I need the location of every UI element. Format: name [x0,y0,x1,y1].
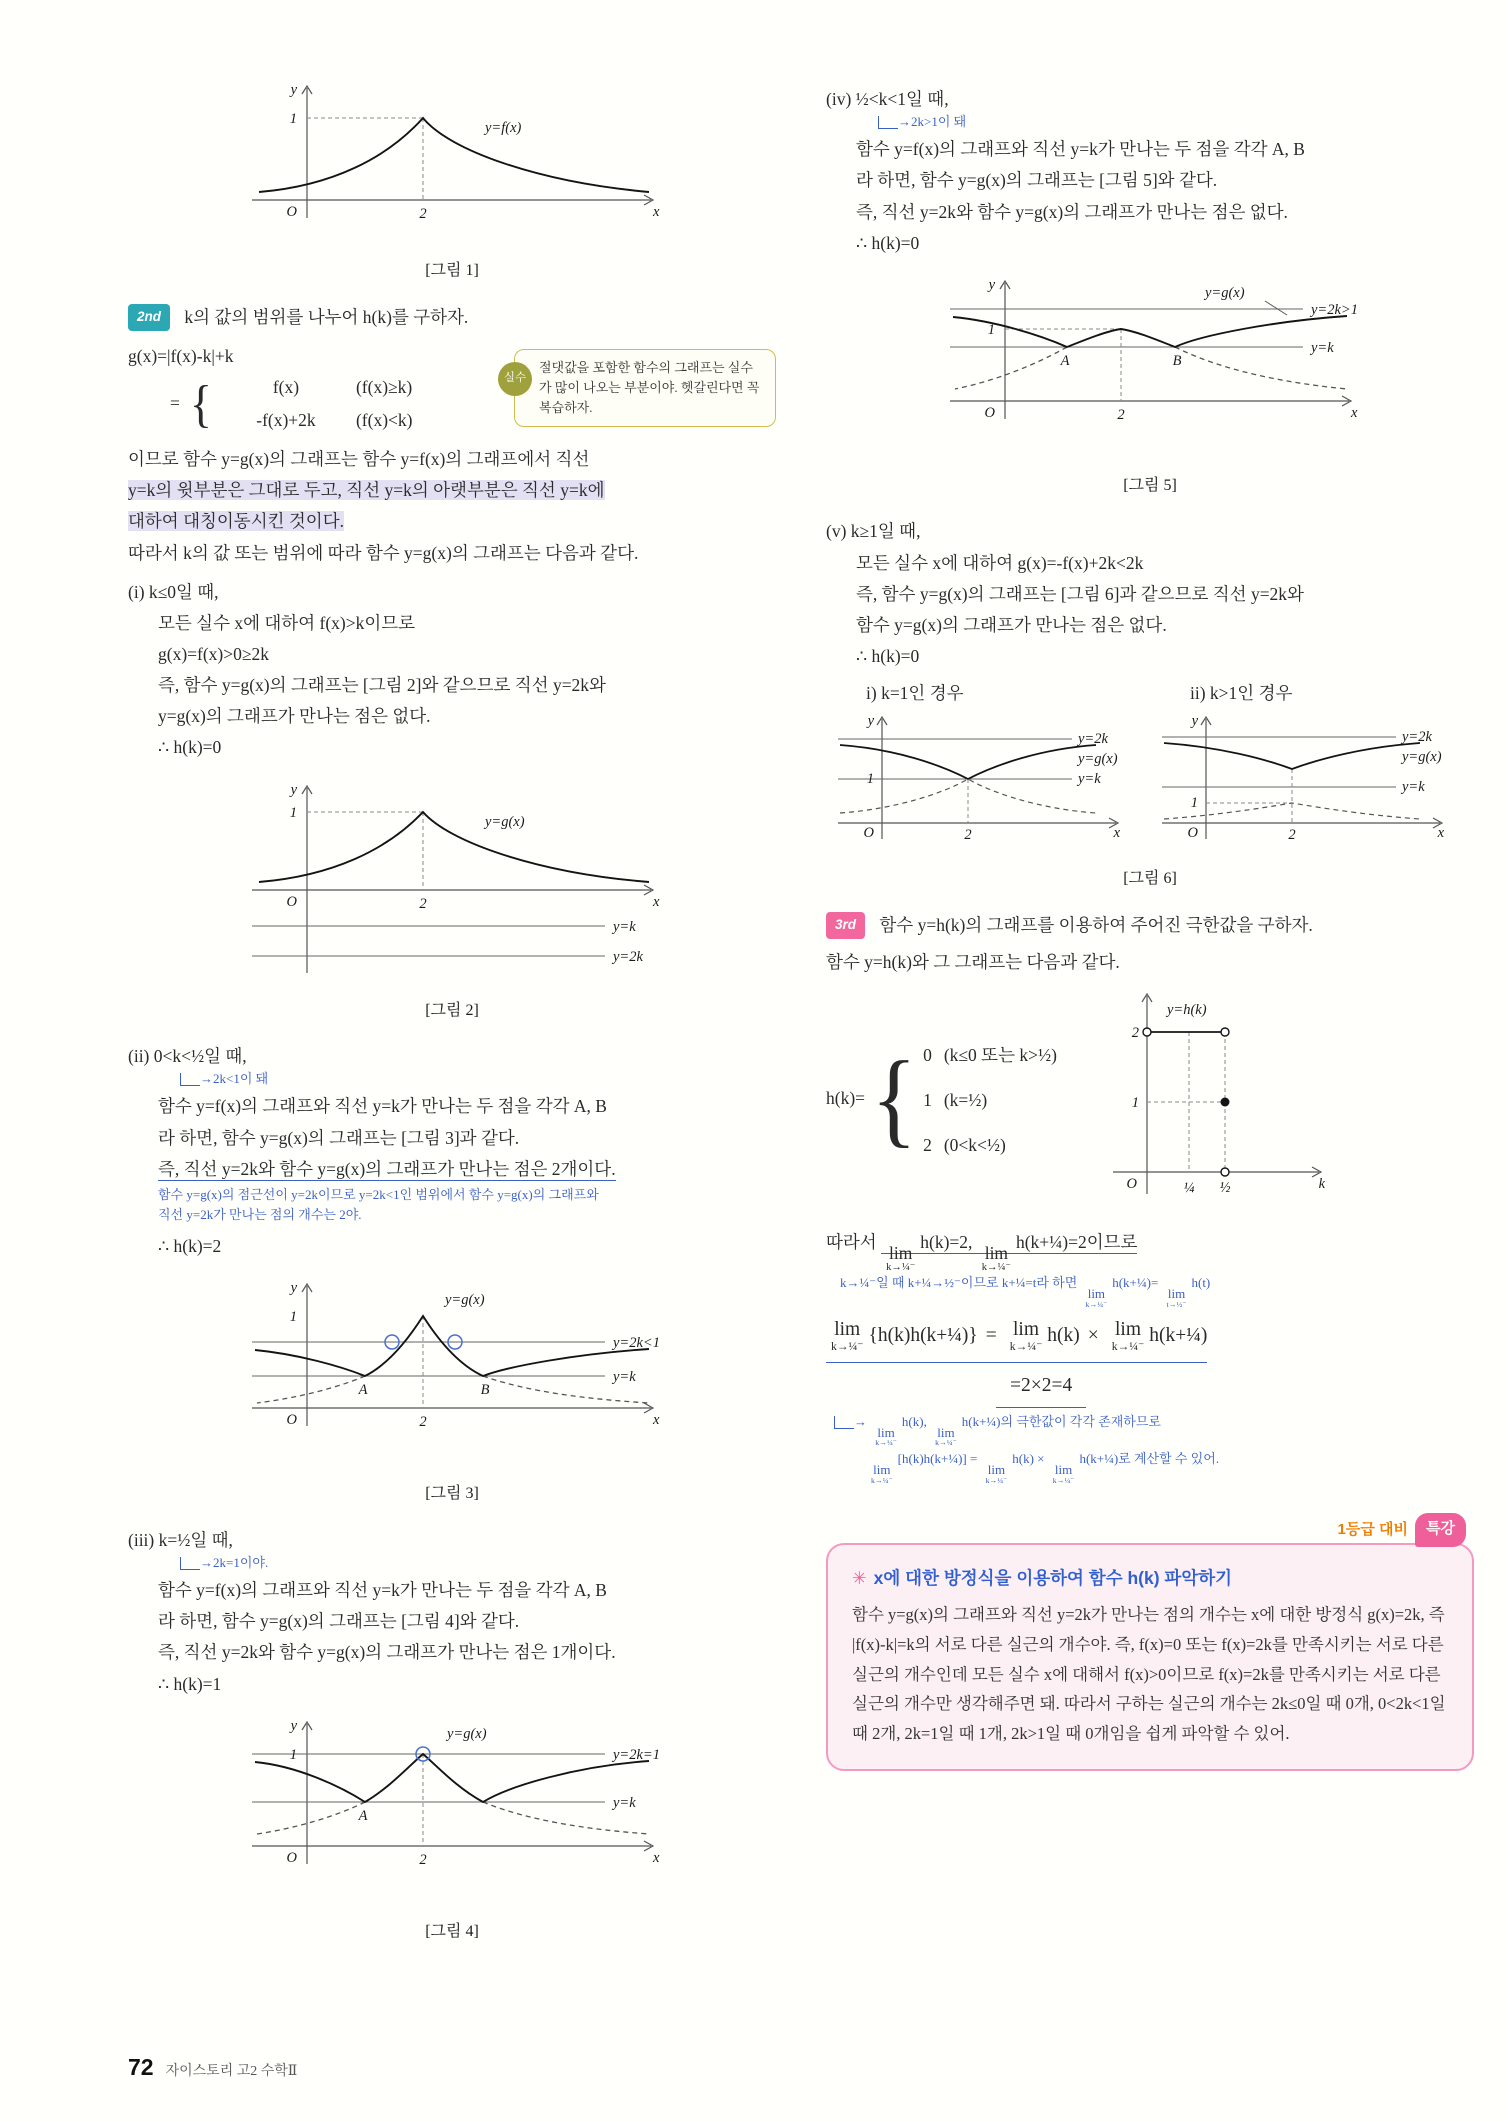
figure-6b-graph [1150,711,1450,861]
lim-subscript: t→½⁻ [1166,1300,1187,1310]
axis-label-y: y [290,1717,297,1734]
lim-word: lim [1013,1319,1040,1341]
solution-line: 함수 y=f(x)의 그래프와 직선 y=k가 만나는 두 점을 각각 A, B [856,139,1305,160]
formula-chunk: h(k+¼) [1149,1325,1208,1347]
solution-line: 즉, 직선 y=2k와 함수 y=g(x)의 그래프가 만나는 점은 없다. [856,201,1288,222]
label-leader-line [1265,301,1287,315]
tick-1: 1 [289,1309,297,1326]
arrow-icon: → [898,114,911,130]
lim-word: lim [1167,1286,1186,1302]
limit-operator [871,1463,893,1485]
limit-operator [886,1244,915,1273]
g-curve-path [259,812,649,882]
solution-line: 함수 y=h(k)와 그 그래프는 다음과 같다. [826,951,1120,972]
lim-word: lim [1114,1319,1141,1341]
highlighted-line: y=k의 윗부분은 그대로 두고, 직선 y=k의 아랫부분은 직선 y=k에 [128,480,605,501]
step-2-heading [128,302,776,333]
f-tail-dashed [955,347,1347,389]
figure-caption: [그림 1] [425,262,479,280]
note-text: 2k<1이 돼 [213,1071,269,1087]
figure-1 [128,78,776,286]
step-2-badge: 2nd [128,304,170,331]
case-iv-note [826,109,1474,132]
g-curve-path [255,1316,649,1376]
g-formula-line1: g(x)=|f(x)-k|+k [128,345,234,366]
case-iii-heading: (iii) k=½일 때, [128,1529,233,1550]
case-i-answer: ∴ h(k)=0 [158,737,222,758]
g-case-1: f(x) [272,376,300,397]
fig6-case1-label: i) k=1인 경우 [866,683,964,704]
limit-operator [875,1426,897,1448]
line-label-k: y=k [1402,779,1425,796]
tick-2: 2 [419,1414,427,1431]
solution-line: 따라서 k의 값 또는 범위에 따라 함수 y=g(x)의 그래프는 다음과 같다. [128,542,639,563]
axis-label-k: k [1318,1176,1325,1193]
curve-label: y=g(x) [1402,749,1442,766]
tick-1: 1 [1190,795,1198,812]
tick-2: 2 [964,827,972,844]
figure-caption: [그림 3] [425,1485,479,1503]
g-definition [128,341,498,436]
solution-line: 라 하면, 함수 y=g(x)의 그래프는 [그림 4]와 같다. [158,1611,520,1632]
solution-line: 모든 실수 x에 대하여 g(x)=-f(x)+2k<2k [856,552,1144,573]
curve-label: y=g(x) [447,1725,487,1742]
line-label-k: y=k [613,1369,636,1386]
case-iv-body [856,134,1474,259]
axis-label-x: x [1113,825,1120,842]
g-curve-path [953,316,1347,347]
origin-label: O [984,404,995,421]
note-text: 2k>1이 돼 [911,114,967,130]
mistake-callout [503,349,776,427]
line-label-k: y=k [1078,771,1101,788]
tip-grade-label: 1등급 대비 [1337,1520,1409,1538]
left-column [128,0,776,1962]
figure-caption: [그림 5] [1123,476,1177,494]
lim-word: lim [1054,1462,1073,1478]
figure-2-graph [237,778,667,983]
g-curve-path [840,745,1096,779]
solution-line: g(x)=f(x)>0≥2k [158,644,269,665]
lim-word: lim [873,1462,891,1478]
tick-2: 2 [419,206,427,222]
line-label-k: y=k [613,1794,636,1811]
origin-label: O [286,1412,297,1429]
g-case-1-cond: (f(x)≥k) [355,376,413,397]
footnote-text: h(t) [1191,1275,1211,1291]
case-ii-heading: (ii) 0<k<½일 때, [128,1046,247,1067]
limit-footnote-3 [866,1449,1474,1485]
case-iii-note [128,1550,776,1573]
underlined-conclusion: 즉, 직선 y=2k와 함수 y=g(x)의 그래프가 만나는 점은 2개이다. [158,1158,616,1179]
limit-operator [935,1426,957,1448]
figure-1-graph [237,78,667,243]
brace-glyph: { [871,1039,918,1158]
tick-2: 2 [419,1851,427,1868]
lim-word: lim [937,1424,955,1440]
formula-chunk: h(k) [1047,1325,1080,1347]
case-iv-answer: ∴ h(k)=0 [856,232,920,253]
limit-statement [826,1227,1474,1273]
limit-result: =2×2=4 [996,1369,1086,1408]
lim-word: lim [889,1243,913,1264]
axis-label-y: y [290,82,297,98]
point-B-label: B [480,1382,490,1399]
f-tail-dashed [257,1376,649,1403]
guide-dashed [1206,769,1292,823]
axis-label-x: x [1351,404,1358,421]
tick-2: 2 [1131,1025,1139,1042]
figure-4 [128,1714,776,1947]
right-column [826,0,1474,1771]
figure-caption: [그림 6] [1123,870,1177,888]
figure-3 [128,1276,776,1509]
elbow-arrow-icon [180,1557,200,1570]
solution-line: 모든 실수 x에 대하여 f(x)>k이므로 [158,612,416,633]
g-case-2-cond: (f(x)<k) [355,410,413,431]
mistake-text: 절댓값을 포함한 함수의 그래프는 실수가 많이 나오는 부분이야. 헷갈린다면 꼭 복습하자. [539,359,760,416]
curve-label: y=h(k) [1166,1002,1207,1019]
point-A-label: A [1060,352,1070,369]
limit-product-formula [826,1319,1207,1363]
tick-2: 2 [419,895,427,912]
point-A-label: A [358,1807,368,1824]
footnote-text: h(k+¼)로 계산할 수 있어. [1079,1451,1220,1467]
times-sign: × [1087,1325,1099,1347]
point-B-label: B [1172,352,1182,369]
line-label-2k: y=2k<1 [613,1335,660,1352]
hk-condition: (0<k<½) [943,1135,1006,1156]
origin-label: O [863,825,874,842]
footer-text: 자이스토리 고2 수학Ⅱ [165,2064,298,2079]
case-ii-body [158,1091,776,1262]
lim-subscript: k→¼⁻ [985,1476,1008,1486]
case-iii-body [158,1575,776,1700]
curve-label: y=g(x) [1205,284,1245,301]
tip-sentence: 따라서 구하는 실근의 개수는 2k≤0일 때 0개, 0<2k<1일 때 2개, 2k=1일 때 1개, 2k>1일 때 0개임을 쉽게 파악할 수 있어. [852,1694,1446,1744]
tip-tab [1338,1513,1466,1547]
axis-label-x: x [1437,825,1444,842]
figure-5-graph [935,273,1365,458]
tick-1: 1 [987,321,995,338]
formula-chunk: {h(k)h(k+¼)} [868,1325,978,1347]
solution-line: 라 하면, 함수 y=g(x)의 그래프는 [그림 5]와 같다. [856,170,1218,191]
line-label-k: y=k [1311,339,1334,356]
tip-box [826,1520,1474,1771]
arrow-icon: → [200,1071,213,1087]
tick-1: 1 [289,804,297,821]
note-text: 2k=1이야. [213,1555,269,1571]
tick-1: 1 [289,1746,297,1763]
tip-badge: 특강 [1415,1513,1466,1547]
solution-line: 라 하면, 함수 y=g(x)의 그래프는 [그림 3]과 같다. [158,1127,520,1148]
case-iv-heading: (iv) ½<k<1일 때, [826,89,949,109]
solution-line: 즉, 함수 y=g(x)의 그래프는 [그림 6]과 같으므로 직선 y=2k와 [856,583,1304,604]
line-label-2k: y=2k=1 [613,1746,660,1763]
axis-label-y: y [1191,713,1198,730]
lim-subscript: k→¼⁻ [1009,1339,1043,1353]
text-chunk: h(k)=2, [920,1232,973,1253]
axis-label-x: x [653,204,660,220]
case-i-body [158,608,776,764]
tick-1: 1 [866,771,874,788]
lim-subscript: k→¼⁻ [886,1262,916,1274]
solution-line: 이므로 함수 y=g(x)의 그래프는 함수 y=f(x)의 그래프에서 직선 [128,449,590,470]
figure-caption: [그림 4] [425,1922,479,1940]
open-endpoint [1221,1168,1229,1176]
axis-label-y: y [867,713,874,730]
footnote-text: h(k) [1012,1451,1034,1467]
limit-footnote-2 [826,1412,1474,1448]
limit-operator [1167,1287,1187,1309]
open-endpoint [1143,1028,1151,1036]
tip-body [852,1600,1448,1748]
f-curve-path [259,118,649,192]
footnote-text: h(k), [901,1413,927,1429]
elbow-arrow-icon [834,1416,854,1429]
equals-sign: = [969,1451,978,1467]
lim-subscript: k→¼⁻ [875,1438,897,1448]
equals-sign: = [985,1325,997,1347]
case-v-heading: (v) k≥1일 때, [826,521,921,542]
hk-condition: (k=½) [943,1090,988,1111]
line-label-k: y=k [613,918,636,935]
figure-caption: [그림 2] [425,1001,479,1019]
lim-word: lim [987,1462,1006,1478]
text-chunk: h(k+¼)=2이므로 [1015,1232,1138,1253]
lim-subscript: k→¼⁻ [871,1476,893,1486]
curve-label: y=g(x) [485,813,525,830]
text-chunk: 따라서 [826,1232,877,1253]
tick-2: 2 [1117,406,1125,423]
lim-word: lim [984,1243,1009,1264]
line-label-2k: y=2k [1402,729,1432,746]
fig6-case2-label: ii) k>1인 경우 [1190,683,1293,704]
axis-label-x: x [653,893,660,910]
footnote-text: h(k+¼)= [1112,1275,1159,1291]
hk-definition [826,1036,1057,1161]
footnote-line: 직선 y=2k가 만나는 점의 개수는 2야. [158,1207,362,1223]
step-3-title: 함수 y=h(k)의 그래프를 이용하여 주어진 극한값을 구하자. [879,914,1313,935]
mistake-badge: 실수 [498,362,532,396]
tick-half: ½ [1219,1180,1231,1197]
times-sign: × [1037,1451,1045,1467]
guide-dashed [307,118,423,200]
lim-word: lim [877,1424,895,1440]
guide-dashed [307,812,423,890]
solution-paragraph [128,444,776,537]
tick-quarter: ¼ [1183,1180,1195,1197]
limit-operator [986,1463,1008,1485]
figure-2 [128,778,776,1026]
asterisk-icon: ✳ [852,1568,867,1589]
tip-title-text: x에 대한 방정식을 이용하여 함수 h(k) 파악하기 [873,1568,1233,1589]
step-3-heading [826,910,1474,941]
limit-operator [1112,1320,1144,1353]
case-iii-answer: ∴ h(k)=1 [158,1673,222,1694]
footnote-text: h(k+¼)의 극한값이 각각 존재하므로 [961,1413,1161,1429]
elbow-arrow-icon [180,1073,200,1086]
open-endpoint [1221,1028,1229,1036]
origin-label: O [1187,825,1198,842]
lim-word: lim [1087,1286,1106,1302]
lim-subscript: k→¼⁻ [1111,1339,1145,1353]
case-ii-answer: ∴ h(k)=2 [158,1236,222,1257]
g-case-2: -f(x)+2k [256,410,316,431]
lim-subscript: k→¼⁻ [981,1262,1011,1274]
figure-5 [826,273,1474,501]
figure-3-graph [237,1276,667,1466]
limit-operator [1086,1287,1108,1309]
figure-4-graph [237,1714,667,1904]
hk-value: 2 [923,1135,932,1156]
tip-sentence: 즉, f(x)=0 또는 f(x)=2k를 만족시키는 서로 다른 실근의 개수인데 모든 실수 x에 대해서 f(x)>0이므로 f(x)=2k를 만족시키는 서로 다른 실근의 개수만 생각해주면 돼. [852,1635,1444,1714]
lim-word: lim [834,1319,861,1341]
tip-sentence: 함수 y=g(x)의 그래프와 직선 y=2k가 만나는 점의 개수는 x에 대한 방정식 g(x)=2k, 즉 |f(x)-k|=k의 서로 다른 실근의 개수야. [852,1605,1445,1655]
case-ii-note [128,1066,776,1089]
tip-title [852,1563,1448,1594]
figure-6a-graph [826,711,1126,861]
closed-point [1220,1098,1229,1107]
footnote-text: k→¼⁻일 때 k+¼→½⁻이므로 k+¼=t라 하면 [840,1275,1078,1291]
solution-line: 즉, 직선 y=2k와 함수 y=g(x)의 그래프가 만나는 점은 1개이다. [158,1642,616,1663]
tick-2: 2 [1288,827,1296,844]
limit-operator [1053,1463,1075,1485]
equals-sign: = [170,393,180,414]
case-v-body [856,548,1474,673]
line-label-2k: y=2k>1 [1311,301,1358,318]
fig6-case-labels [826,678,1474,709]
f-tail-dashed [257,1802,649,1834]
hk-condition: (k≤0 또는 k>½) [943,1045,1057,1066]
arrow-icon: → [200,1555,213,1571]
lim-subscript: k→¼⁻ [831,1339,864,1353]
solution-line: 함수 y=g(x)의 그래프가 만나는 점은 없다. [856,614,1167,635]
hk-lhs: h(k)= [826,1088,866,1109]
origin-label: O [1126,1176,1137,1193]
point-A-label: A [358,1382,368,1399]
limit-operator [1010,1320,1042,1353]
hk-graph [1083,984,1333,1219]
solution-line: 즉, 함수 y=g(x)의 그래프는 [그림 2]와 같으므로 직선 y=2k와 [158,675,606,696]
axis-label-x: x [653,1849,660,1866]
origin-label: O [286,204,297,220]
limit-operator [982,1244,1011,1273]
arrow-icon: → [854,1413,867,1429]
lim-subscript: k→¼⁻ [1052,1476,1075,1486]
g-curve-path [1164,743,1420,769]
tick-1: 1 [289,111,297,127]
limit-footnote-1 [840,1273,1474,1309]
origin-label: O [286,893,297,910]
case-v-answer: ∴ h(k)=0 [856,646,920,667]
axis-label-y: y [290,1280,297,1297]
axis-label-y: y [988,276,995,293]
case-i-heading: (i) k≤0일 때, [128,581,219,602]
figure-6 [826,711,1474,893]
tick-1: 1 [1131,1095,1139,1112]
curve-label: y=g(x) [445,1292,485,1309]
hk-value: 1 [923,1090,932,1111]
page-footer [128,2054,297,2081]
case-ii-footnote [158,1185,776,1225]
g-curve-path [255,1754,649,1802]
line-label-2k: y=2k [613,948,643,965]
hk-definition-area [826,984,1474,1219]
formula-callout-row [128,339,776,444]
footnote-line: 함수 y=g(x)의 점근선이 y=2k이므로 y=2k<1인 범위에서 함수 y=g(x)의 그래프와 [158,1186,599,1202]
line-label-2k: y=2k [1078,731,1108,748]
limit-operator [831,1320,863,1353]
curve-label: y=g(x) [1078,751,1118,768]
curve-label: y=f(x) [485,120,522,136]
origin-label: O [286,1849,297,1866]
brace-glyph: { [189,374,212,433]
footnote-text: [h(k)h(k+¼)] [897,1451,967,1467]
axis-label-x: x [653,1412,660,1429]
step-2-title: k의 값의 범위를 나누어 h(k)를 구하자. [184,306,469,327]
guide-dashed [1147,1032,1225,1172]
step-3-badge: 3rd [826,912,865,939]
axis-label-y: y [290,781,297,798]
elbow-arrow-icon [878,116,898,129]
hk-value: 0 [923,1045,932,1066]
solution-line: 함수 y=f(x)의 그래프와 직선 y=k가 만나는 두 점을 각각 A, B [158,1580,607,1601]
solution-line: 함수 y=f(x)의 그래프와 직선 y=k가 만나는 두 점을 각각 A, B [158,1096,607,1117]
page-number: 72 [128,2054,154,2080]
solution-line: y=g(x)의 그래프가 만나는 점은 없다. [158,706,431,727]
highlighted-line: 대하여 대칭이동시킨 것이다. [128,511,344,532]
lim-subscript: k→¼⁻ [1085,1300,1108,1310]
lim-subscript: k→¼⁻ [935,1438,957,1448]
